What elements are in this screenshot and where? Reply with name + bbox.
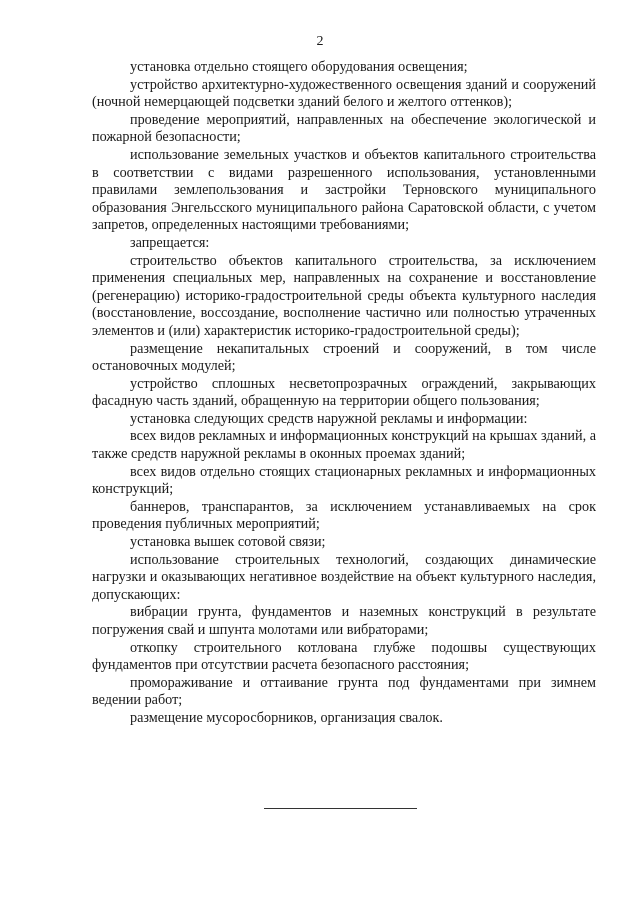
paragraph: проведение мероприятий, направленных на обеспечение экологической и пожарной безопасности; <box>92 111 596 146</box>
paragraph: использование земельных участков и объектов капитального строительства в соответствии с видами разрешенного использования, установленными правилами землепользования и застройки Терновского муниципального образования Энгельсского муниципального района Саратовской области, с учетом запретов, определенных настоящими требованиями; <box>92 146 596 234</box>
paragraph: всех видов рекламных и информационных конструкций на крышах зданий, а также средств наружной рекламы в оконных проемах зданий; <box>92 428 596 463</box>
paragraph: размещение мусоросборников, организация свалок. <box>130 709 443 726</box>
paragraph: вибрации грунта, фундаментов и наземных конструкций в результате погружения свай и шпунта молотами или вибраторами; <box>92 604 596 638</box>
paragraph: устройство сплошных несветопрозрачных ограждений, закрывающих фасадную часть зданий, обращенную на территории общего пользования; <box>92 375 596 410</box>
paragraph: использование строительных технологий, создающих динамические нагрузки и оказывающих негативное воздействие на объект культурного наследия, допускающих: <box>92 551 596 603</box>
document-body <box>92 59 596 728</box>
page-number: 2 <box>316 34 324 49</box>
paragraph: установка вышек сотовой связи; <box>130 534 326 551</box>
separator-line <box>264 808 417 809</box>
paragraph: установка отдельно стоящего оборудования освещения; <box>130 59 468 75</box>
paragraph: устройство архитектурно-художественного освещения зданий и сооружений (ночной немерцающей подсветки зданий белого и желтого оттенков); <box>92 76 596 111</box>
paragraph: всех видов отдельно стоящих стационарных рекламных и информационных конструкций; <box>92 463 596 498</box>
paragraph: размещение некапитальных строений и сооружений, в том числе остановочных модулей; <box>92 340 596 375</box>
paragraph: промораживание и оттаивание грунта под фундаментами при зимнем ведении работ; <box>92 674 596 709</box>
paragraph: запрещается: <box>130 234 210 251</box>
paragraph: установка следующих средств наружной рекламы и информации: <box>130 410 528 427</box>
paragraph: строительство объектов капитального строительства, за исключением применения специальных мер, направленных на сохранение и восстановление (регенерацию) историко-градостроительной среды объекта культурного наследия (восстановление, воссоздание, восполнение частично или полностью утраченных элементов и (или) характеристик историко-градостроительной среды); <box>92 252 596 339</box>
paragraph: баннеров, транспарантов, за исключением устанавливаемых на срок проведения публичных мероприятий; <box>92 498 596 533</box>
paragraph: откопку строительного котлована глубже подошвы существующих фундаментов при отсутствии расчета безопасного расстояния; <box>92 639 596 674</box>
